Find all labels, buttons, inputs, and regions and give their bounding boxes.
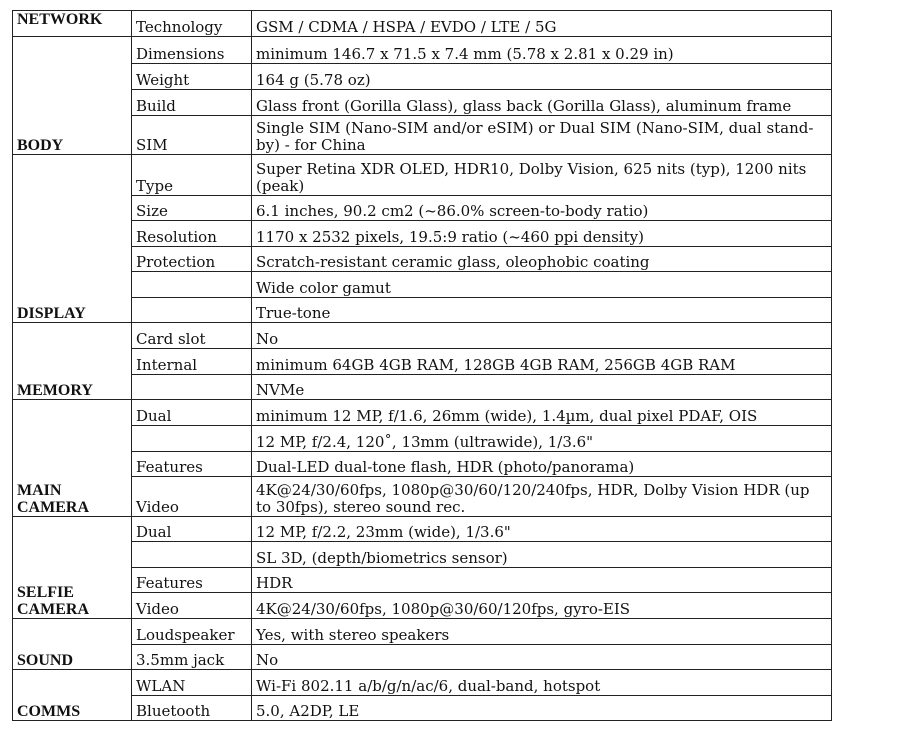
table-row: [13, 221, 832, 247]
spec-key: WLAN: [132, 670, 252, 696]
table-row: [13, 323, 832, 349]
table-row: [13, 426, 832, 452]
spec-key: Weight: [132, 64, 252, 90]
spec-value: 5.0, A2DP, LE: [252, 696, 832, 721]
table-row: [13, 452, 832, 477]
table-row: [13, 37, 832, 64]
spec-value: 12 MP, f/2.2, 23mm (wide), 1/3.6": [252, 517, 832, 542]
spec-value: minimum 146.7 x 71.5 x 7.4 mm (5.78 x 2.81 x 0.29 in): [252, 37, 832, 64]
spec-value: 1170 x 2532 pixels, 19.5:9 ratio (~460 ppi density): [252, 221, 832, 247]
table-row: [13, 645, 832, 670]
spec-value: SL 3D, (depth/biometrics sensor): [252, 542, 832, 568]
spec-value: True-tone: [252, 298, 832, 323]
category-network: NETWORK: [13, 11, 132, 37]
category-body: BODY: [13, 37, 132, 155]
spec-value: minimum 12 MP, f/1.6, 26mm (wide), 1.4µm, dual pixel PDAF, OIS: [252, 400, 832, 426]
spec-key: Protection: [132, 247, 252, 272]
table-row: [13, 670, 832, 696]
table-row: [13, 272, 832, 298]
spec-table: [12, 10, 832, 721]
spec-key: [132, 542, 252, 568]
category-selfie-camera: SELFIE CAMERA: [13, 517, 132, 619]
spec-key: [132, 375, 252, 400]
spec-key: Dimensions: [132, 37, 252, 64]
spec-value: No: [252, 323, 832, 349]
spec-key: Video: [132, 593, 252, 619]
spec-value: 6.1 inches, 90.2 cm2 (~86.0% screen-to-body ratio): [252, 196, 832, 221]
spec-value: 164 g (5.78 oz): [252, 64, 832, 90]
spec-key: 3.5mm jack: [132, 645, 252, 670]
spec-key: Features: [132, 452, 252, 477]
table-row: [13, 400, 832, 426]
spec-key: Bluetooth: [132, 696, 252, 721]
spec-key: Technology: [132, 11, 252, 37]
table-row: [13, 90, 832, 116]
spec-value: Wi-Fi 802.11 a/b/g/n/ac/6, dual-band, hotspot: [252, 670, 832, 696]
spec-key: Video: [132, 477, 252, 517]
category-display: DISPLAY: [13, 155, 132, 323]
table-row: [13, 349, 832, 375]
spec-value: Dual-LED dual-tone flash, HDR (photo/panorama): [252, 452, 832, 477]
spec-key: Internal: [132, 349, 252, 375]
table-row: [13, 11, 832, 37]
spec-value: Glass front (Gorilla Glass), glass back (Gorilla Glass), aluminum frame: [252, 90, 832, 116]
table-row: [13, 298, 832, 323]
category-sound: SOUND: [13, 619, 132, 670]
category-comms: COMMS: [13, 670, 132, 721]
spec-key: [132, 272, 252, 298]
category-memory: MEMORY: [13, 323, 132, 400]
spec-key: Loudspeaker: [132, 619, 252, 645]
spec-key: Dual: [132, 400, 252, 426]
spec-key: Size: [132, 196, 252, 221]
spec-value: Yes, with stereo speakers: [252, 619, 832, 645]
spec-key: Card slot: [132, 323, 252, 349]
table-row: [13, 116, 832, 155]
table-row: [13, 155, 832, 196]
table-row: [13, 593, 832, 619]
spec-value: HDR: [252, 568, 832, 593]
spec-key: [132, 426, 252, 452]
spec-value: 12 MP, f/2.4, 120˚, 13mm (ultrawide), 1/3.6": [252, 426, 832, 452]
spec-key: Features: [132, 568, 252, 593]
table-row: [13, 542, 832, 568]
spec-value: Super Retina XDR OLED, HDR10, Dolby Vision, 625 nits (typ), 1200 nits (peak): [252, 155, 832, 196]
table-row: [13, 64, 832, 90]
spec-value: 4K@24/30/60fps, 1080p@30/60/120fps, gyro-EIS: [252, 593, 832, 619]
spec-key: Type: [132, 155, 252, 196]
table-row: [13, 568, 832, 593]
spec-key: Build: [132, 90, 252, 116]
spec-value: No: [252, 645, 832, 670]
spec-value: NVMe: [252, 375, 832, 400]
spec-value: 4K@24/30/60fps, 1080p@30/60/120/240fps, HDR, Dolby Vision HDR (up to 30fps), stereo sound rec.: [252, 477, 832, 517]
spec-value: minimum 64GB 4GB RAM, 128GB 4GB RAM, 256GB 4GB RAM: [252, 349, 832, 375]
table-row: [13, 247, 832, 272]
spec-key: Resolution: [132, 221, 252, 247]
table-row: [13, 196, 832, 221]
spec-value: Single SIM (Nano-SIM and/or eSIM) or Dual SIM (Nano-SIM, dual stand-by) - for China: [252, 116, 832, 155]
spec-key: SIM: [132, 116, 252, 155]
spec-value: Scratch-resistant ceramic glass, oleophobic coating: [252, 247, 832, 272]
category-main-camera: MAIN CAMERA: [13, 400, 132, 517]
table-row: [13, 696, 832, 721]
spec-value: Wide color gamut: [252, 272, 832, 298]
table-row: [13, 375, 832, 400]
spec-key: [132, 298, 252, 323]
table-row: [13, 477, 832, 517]
table-row: [13, 517, 832, 542]
spec-key: Dual: [132, 517, 252, 542]
table-row: [13, 619, 832, 645]
spec-value: GSM / CDMA / HSPA / EVDO / LTE / 5G: [252, 11, 832, 37]
